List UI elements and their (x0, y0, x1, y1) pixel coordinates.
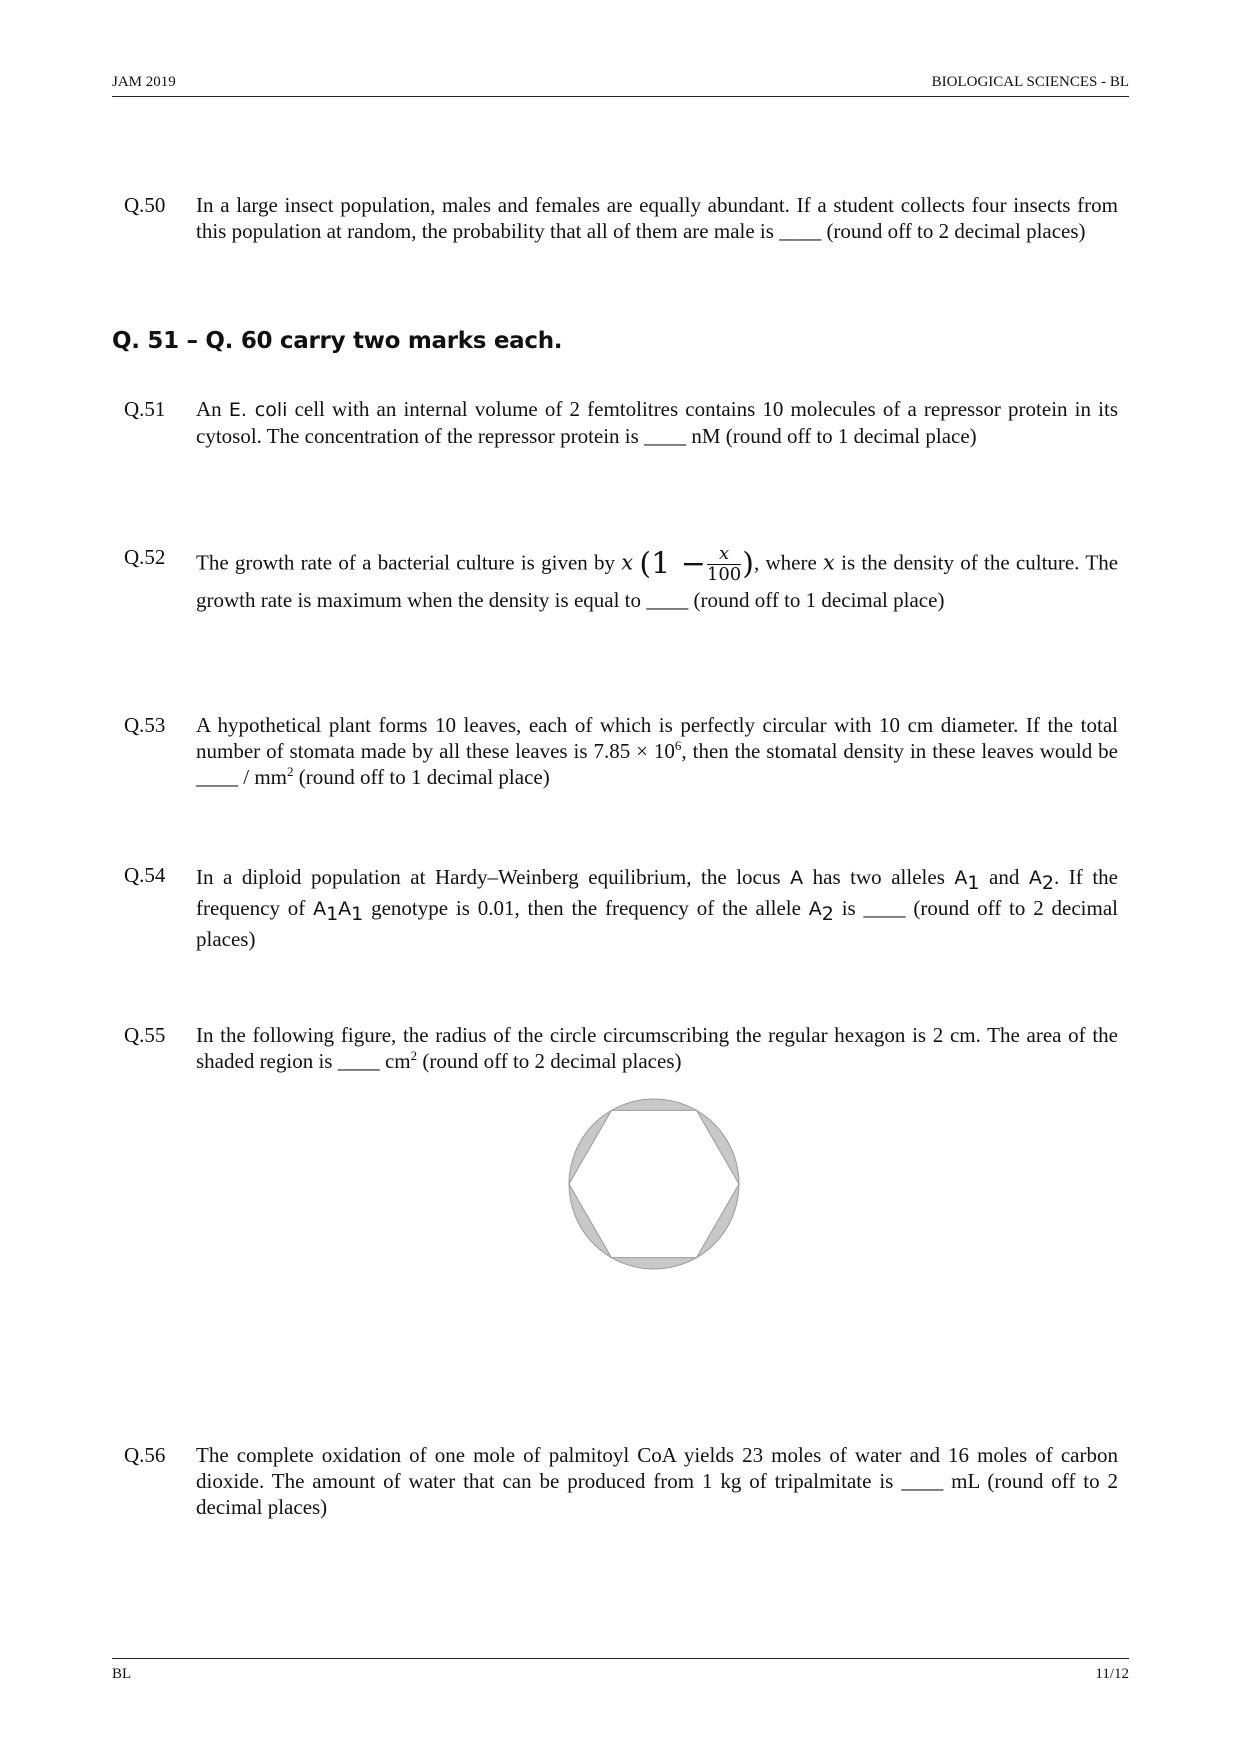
allele-subscript: 2 (1041, 872, 1054, 895)
text-run: is the density of the culture. The growth rate is maximum when the density is equal to ____ (round off to 1 decimal place) (196, 550, 1119, 612)
text-run: . If the frequency of (196, 865, 1118, 920)
allele-subscript: 1 (351, 903, 364, 926)
allele-subscript: 1 (967, 872, 980, 895)
exponent: 6 (674, 738, 682, 753)
allele-subscript: 1 (326, 903, 339, 926)
text-run: genotype is 0.01, then the frequency of the allele (363, 896, 809, 920)
question-number: Q.53 (124, 713, 166, 737)
allele-symbol: A (313, 898, 327, 920)
header-exam-name: JAM 2019 (112, 74, 176, 90)
question-number: Q.56 (124, 1443, 166, 1467)
page-number: 11/12 (1095, 1666, 1129, 1682)
allele-symbol: A (1028, 867, 1042, 889)
formula-variable: x (621, 550, 634, 575)
text-run: is ____ (round off to 2 decimal places) (196, 896, 1118, 951)
allele-symbol: A (338, 898, 352, 920)
question-text (196, 1022, 1118, 1074)
question-text (196, 862, 1118, 954)
question-number: Q.55 (124, 1023, 166, 1047)
allele-subscript: 2 (821, 903, 834, 926)
text-run: In the following figure, the radius of the circle circumscribing the regular hexagon is 2 cm. The area of the shaded region is ____ cm (196, 1023, 1118, 1073)
allele-symbol: A (808, 898, 822, 920)
header-subject: BIOLOGICAL SCIENCES - BL (931, 74, 1129, 90)
section-heading: Q. 51 – Q. 60 carry two marks each. (112, 328, 563, 354)
locus-symbol: A (790, 867, 804, 889)
formula-fraction (707, 544, 741, 585)
exponent: 2 (410, 1048, 418, 1063)
text-run: An (196, 397, 229, 421)
text-run: (round off to 2 decimal places) (417, 1049, 682, 1073)
header-rule (112, 96, 1129, 97)
question-number: Q.54 (124, 863, 166, 887)
formula-bracket: (1 − (639, 546, 706, 582)
text-run: , where (753, 550, 824, 575)
fraction-numerator: x (707, 544, 741, 565)
hexagon-in-circle-figure (566, 1096, 742, 1272)
text-run: cell with an internal volume of 2 femtolitres contains 10 molecules of a repressor protein in its cytosol. The concentration of the repressor protein is ____ nM (round off to 1 decimal place) (196, 397, 1118, 448)
text-run: and (979, 865, 1029, 889)
formula-bracket-close: ) (742, 546, 754, 582)
footer-rule (112, 1658, 1129, 1659)
question-number: Q.52 (124, 545, 166, 569)
text-run: The growth rate of a bacterial culture is given by (196, 550, 622, 575)
allele-symbol: A (954, 867, 968, 889)
question-text (196, 712, 1118, 790)
question-text: The complete oxidation of one mole of palmitoyl CoA yields 23 moles of water and 16 moles of carbon dioxide. The amount of water that can be produced from 1 kg of tripalmitate is ____ mL (round off to 2 decimal places) (196, 1443, 1118, 1519)
fraction-denominator: 100 (706, 564, 742, 585)
organism-name: E. coli (228, 399, 288, 421)
question-text (196, 544, 1118, 615)
question-text: In a large insect population, males and females are equally abundant. If a student collects four insects from this population at random, the probability that all of them are male is ____ (round off to 2 decimal places) (196, 193, 1118, 243)
exponent: 2 (287, 764, 294, 779)
text-run: (round off to 1 decimal place) (293, 765, 550, 789)
text-run: A hypothetical plant forms 10 leaves, each of which is perfectly circular with 10 cm diameter. If the total number of stomata made by all these leaves is 7.85 × 10 (196, 713, 1118, 763)
question-text (196, 396, 1118, 449)
question-number: Q.50 (124, 193, 166, 217)
question-number: Q.51 (124, 397, 166, 421)
text-run: has two alleles (803, 865, 955, 889)
text-run: In a diploid population at Hardy–Weinberg equilibrium, the locus (196, 865, 791, 889)
formula-variable: x (823, 550, 835, 575)
text-run: , then the stomatal density in these leaves would be ____ / mm (196, 739, 1118, 789)
footer-paper-code: BL (112, 1666, 132, 1682)
